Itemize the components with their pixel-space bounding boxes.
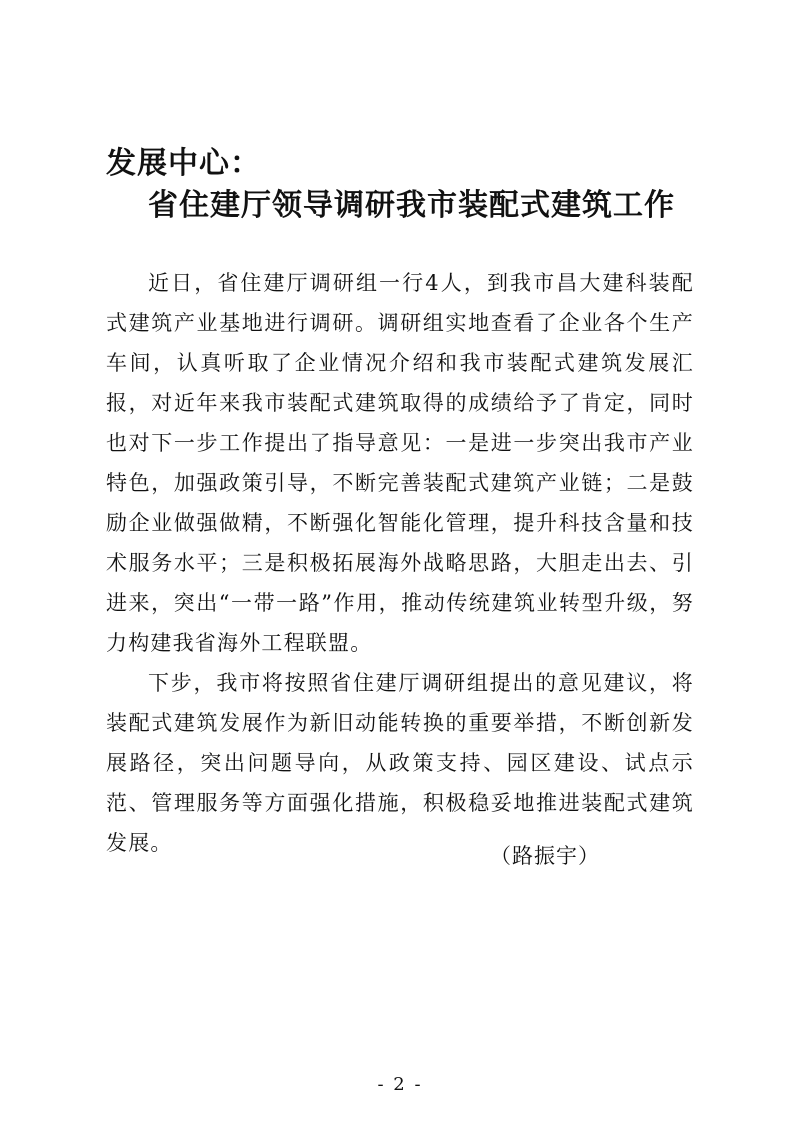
page-number: - 2 -	[377, 1074, 423, 1095]
page-title: 省住建厅领导调研我市装配式建筑工作	[148, 188, 675, 223]
title-department: 发展中心：	[106, 146, 261, 181]
paragraph: 下步，我市将按照省住建厅调研组提出的意见建议，将装配式建筑发展作为新旧动能转换的重要举措，不断创新发展路径，突出问题导向，从政策支持、园区建设、试点示范、管理服务等方面强化措施，积极稳妥地推进装配式建筑发展。	[106, 671, 694, 855]
article-body	[106, 263, 694, 863]
paragraph: 近日，省住建厅调研组一行4人，到我市昌大建科装配式建筑产业基地进行调研。调研组实地查看了企业各个生产车间，认真听取了企业情况介绍和我市装配式建筑发展汇报，对近年来我市装配式建筑取得的成绩给予了肯定，同时也对下一步工作提出了指导意见：一是进一步突出我市产业特色，加强政策引导，不断完善装配式建筑产业链；二是鼓励企业做强做精，不断强化智能化管理，提升科技含量和技术服务水平；三是积极拓展海外战略思路，大胆走出去、引进来，突出“一带一路”作用，推动传统建筑业转型升级，努力构建我省海外工程联盟。	[106, 271, 694, 655]
author-signature: （路振宇）	[490, 844, 600, 868]
